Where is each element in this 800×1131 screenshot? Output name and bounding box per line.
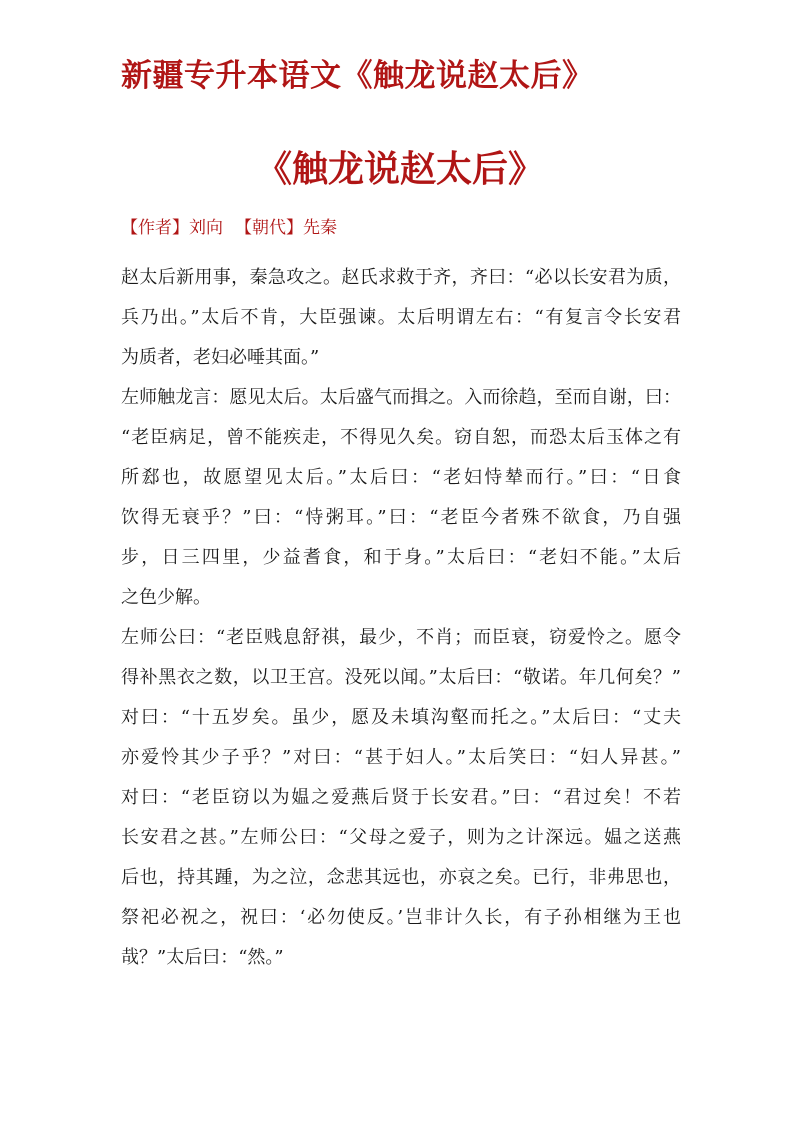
paragraph [121, 378, 681, 618]
text-line: 左师公曰：“老臣贱息舒祺，最少，不肖；而臣衰，窃爱怜之。愿令 [121, 627, 681, 648]
text-line: 对曰：“老臣窃以为媪之爱燕后贤于长安君。”曰：“君过矣！不若 [121, 787, 681, 808]
text-line: 亦爱怜其少子乎？”对曰：“甚于妇人。”太后笑曰：“妇人异甚。” [121, 747, 681, 768]
text-line: “老臣病足，曾不能疾走，不得见久矣。窃自恕，而恐太后玉体之有 [121, 427, 681, 448]
text-line: 后也，持其踵，为之泣，念悲其远也，亦哀之矣。已行，非弗思也， [121, 867, 681, 888]
text-line: 赵太后新用事，秦急攻之。赵氏求救于齐，齐曰：“必以长安君为质， [121, 267, 681, 288]
text-line: 所郄也，故愿望见太后。”太后曰：“老妇恃辇而行。”曰：“日食 [121, 467, 681, 488]
article-body [121, 258, 681, 978]
paragraph [121, 258, 681, 378]
text-line: 哉？”太后曰：“然。” [121, 947, 284, 968]
article-meta [121, 214, 337, 242]
dynasty-label: 【朝代】 [235, 218, 303, 238]
text-line: 兵乃出。”太后不肯，大臣强谏。太后明谓左右：“有复言令长安君 [121, 307, 681, 328]
author-label: 【作者】 [121, 218, 189, 238]
text-line: 对曰：“十五岁矣。虽少，愿及未填沟壑而托之。”太后曰：“丈夫 [121, 707, 681, 728]
text-line: 为质者，老妇必唾其面。” [121, 347, 320, 368]
text-line: 左师触龙言：愿见太后。太后盛气而揖之。入而徐趋，至而自谢，曰： [121, 387, 681, 408]
text-line: 长安君之甚。”左师公曰：“父母之爱子，则为之计深远。媪之送燕 [121, 827, 681, 848]
text-line: 得补黑衣之数，以卫王宫。没死以闻。”太后曰：“敬诺。年几何矣？” [121, 667, 681, 688]
document-header: 新疆专升本语文《触龙说赵太后》 [121, 58, 594, 94]
dynasty-name: 先秦 [303, 218, 337, 238]
article-title: 《触龙说赵太后》 [255, 148, 544, 190]
text-line: 祭祀必祝之，祝曰：‘必勿使反。’岂非计久长，有子孙相继为王也 [121, 907, 681, 928]
paragraph [121, 618, 681, 978]
text-line: 饮得无衰乎？”曰：“恃粥耳。”曰：“老臣今者殊不欲食，乃自强 [121, 507, 681, 528]
text-line: 之色少解。 [121, 587, 211, 608]
text-line: 步，日三四里，少益耆食，和于身。”太后曰：“老妇不能。”太后 [121, 547, 681, 568]
author-name: 刘向 [189, 218, 223, 238]
